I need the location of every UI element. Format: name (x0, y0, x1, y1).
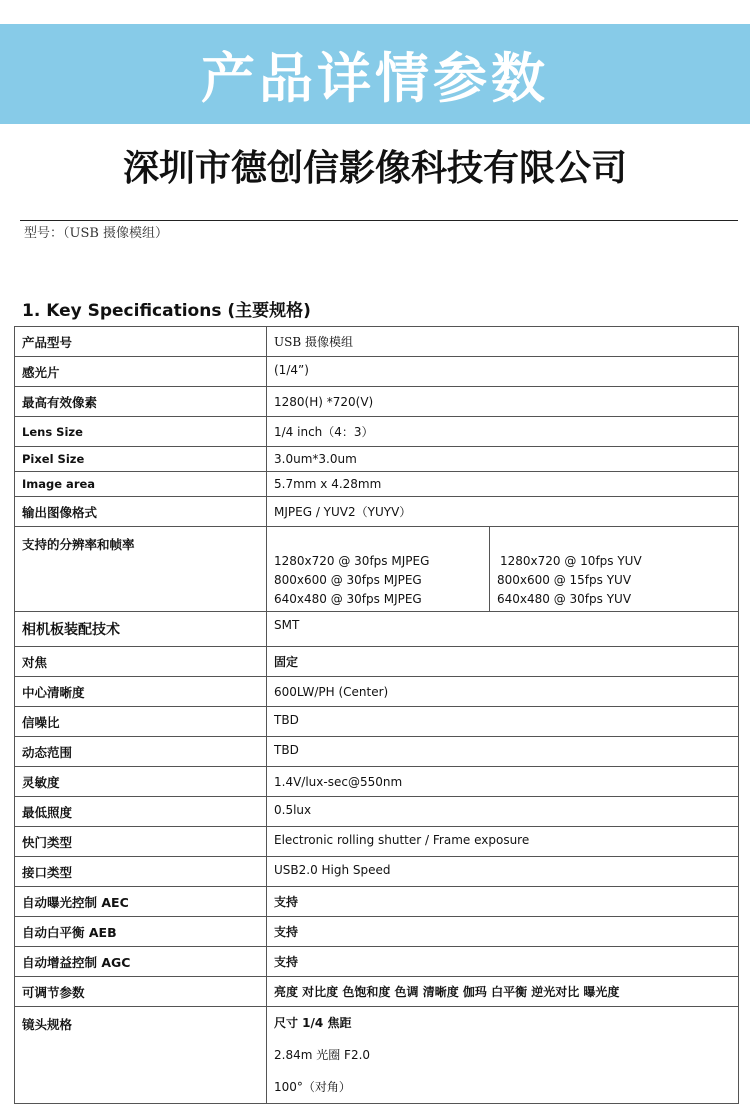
table-row (15, 417, 739, 447)
spec-value: Electronic rolling shutter / Frame exposure (267, 827, 739, 857)
spec-value: 3.0um*3.0um (267, 447, 739, 472)
table-row (15, 527, 739, 612)
spec-label: Pixel Size (15, 447, 267, 472)
table-row (15, 387, 739, 417)
table-row (15, 947, 739, 977)
section-heading: 1. Key Specifications (主要规格) (22, 301, 311, 321)
resolution-item: 1280x720 @ 30fps MJPEG (274, 554, 430, 568)
spec-value: TBD (267, 737, 739, 767)
spec-label: 最高有效像素 (15, 387, 267, 417)
banner-title: 产品详情参数 (201, 46, 549, 110)
spec-value: 600LW/PH (Center) (267, 677, 739, 707)
spec-label: 信噪比 (15, 707, 267, 737)
spec-value: 1/4 inch（4：3） (267, 417, 739, 447)
table-row (15, 887, 739, 917)
resolution-item: 640x480 @ 30fps MJPEG (274, 592, 422, 606)
table-row (15, 497, 739, 527)
table-row (15, 917, 739, 947)
table-row (15, 1007, 739, 1104)
spec-label: 产品型号 (15, 327, 267, 357)
lens-line: 2.84m 光圈 F2.0 (274, 1048, 371, 1062)
spec-table (14, 326, 739, 1104)
spec-value: USB 摄像模组 (267, 327, 739, 357)
spec-label: 灵敏度 (15, 767, 267, 797)
spec-label: 动态范围 (15, 737, 267, 767)
spec-label: 最低照度 (15, 797, 267, 827)
spec-value: 支持 (267, 947, 739, 977)
resolution-item: 1280x720 @ 10fps YUV (500, 554, 642, 568)
spec-label: 可调节参数 (15, 977, 267, 1007)
table-row (15, 357, 739, 387)
table-row (15, 327, 739, 357)
spec-value: (1/4”) (267, 357, 739, 387)
spec-label: 自动曝光控制 AEC (15, 887, 267, 917)
spec-label: 输出图像格式 (15, 497, 267, 527)
spec-value: 1280(H) *720(V) (267, 387, 739, 417)
model-line: 型号：（USB 摄像模组） (24, 226, 169, 241)
spec-label: 镜头规格 (15, 1007, 267, 1104)
company-name: 深圳市德创信影像科技有限公司 (122, 148, 627, 189)
spec-value: USB2.0 High Speed (267, 857, 739, 887)
spec-value: 亮度 对比度 色饱和度 色调 清晰度 伽玛 白平衡 逆光对比 曝光度 (267, 977, 739, 1007)
table-row (15, 612, 739, 647)
title-banner (0, 24, 750, 124)
spec-label: Image area (15, 472, 267, 497)
table-row (15, 767, 739, 797)
table-row (15, 827, 739, 857)
spec-value: 支持 (267, 917, 739, 947)
table-row (15, 977, 739, 1007)
spec-value: 1.4V/lux-sec@550nm (267, 767, 739, 797)
resolution-item: 640x480 @ 30fps YUV (497, 592, 632, 606)
spec-value: 固定 (267, 647, 739, 677)
table-row (15, 707, 739, 737)
spec-label: 自动白平衡 AEB (15, 917, 267, 947)
spec-label: Lens Size (15, 417, 267, 447)
spec-label: 中心清晰度 (15, 677, 267, 707)
spec-label: 自动增益控制 AGC (15, 947, 267, 977)
divider (20, 220, 738, 221)
spec-value: MJPEG / YUV2（YUYV） (267, 497, 739, 527)
spec-label: 感光片 (15, 357, 267, 387)
resolution-mjpeg-cell (267, 527, 490, 612)
spec-label: 对焦 (15, 647, 267, 677)
spec-value: 5.7mm x 4.28mm (267, 472, 739, 497)
resolution-yuv-cell (490, 527, 739, 612)
spec-value: 0.5lux (267, 797, 739, 827)
spec-label: 快门类型 (15, 827, 267, 857)
table-row (15, 797, 739, 827)
table-row (15, 737, 739, 767)
resolution-item: 800x600 @ 15fps YUV (497, 573, 632, 587)
lens-line: 100°（对角） (274, 1080, 351, 1094)
lens-spec-cell (267, 1007, 739, 1104)
spec-value: TBD (267, 707, 739, 737)
spec-label: 接口类型 (15, 857, 267, 887)
table-row (15, 857, 739, 887)
spec-value: SMT (267, 612, 739, 647)
table-row (15, 447, 739, 472)
table-row (15, 677, 739, 707)
spec-label: 支持的分辨率和帧率 (15, 527, 267, 612)
table-row (15, 647, 739, 677)
lens-line: 尺寸 1/4 焦距 (274, 1016, 352, 1030)
resolution-item: 800x600 @ 30fps MJPEG (274, 573, 422, 587)
spec-value: 支持 (267, 887, 739, 917)
spec-label: 相机板装配技术 (15, 612, 267, 647)
table-row (15, 472, 739, 497)
